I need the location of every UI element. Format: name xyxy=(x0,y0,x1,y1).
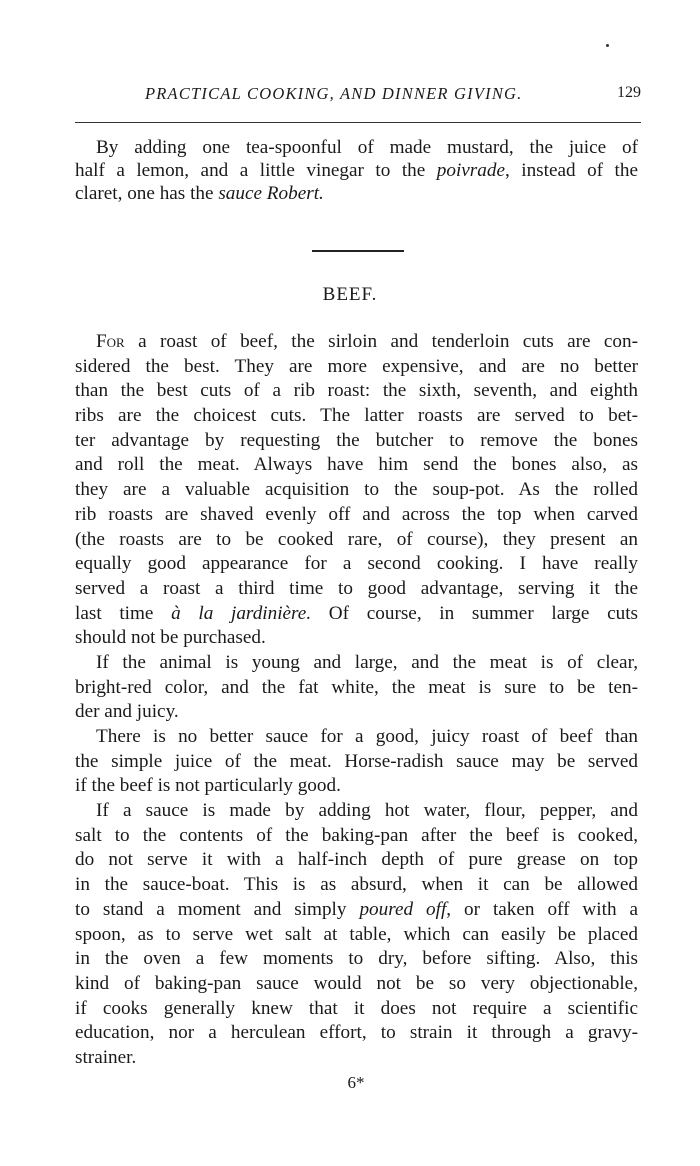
text-line xyxy=(75,330,638,355)
signature-mark: 6* xyxy=(347,1073,365,1092)
text-run: , instead of the xyxy=(504,160,638,182)
text-run: There is no better sauce for a good, juicy roast of beef than xyxy=(96,726,638,747)
text-run: in the sauce-boat. This is as absurd, when it can be allowed xyxy=(75,874,638,896)
scan-speck xyxy=(606,44,609,47)
header-rule xyxy=(75,122,641,123)
text-line xyxy=(75,824,638,849)
text-line xyxy=(75,700,638,725)
text-run: If the animal is young and large, and the meat is of clear, xyxy=(96,651,638,673)
section-divider xyxy=(312,250,404,252)
text-run: if the beef is not particularly good. xyxy=(75,775,341,797)
text-run: bright-red color, and the fat white, the meat is sure to be ten- xyxy=(75,676,638,698)
italic-text: à la jardinière. xyxy=(171,602,312,624)
text-run: , or taken off with a xyxy=(446,898,638,920)
text-run: kind of baking-pan sauce would not be so very objectionable, xyxy=(75,972,638,994)
italic-text: sauce Robert. xyxy=(218,183,324,205)
text-run: served a roast a third time to good advantage, serving it the xyxy=(75,577,638,599)
text-run: salt to the contents of the baking-pan after the beef is cooked, xyxy=(75,824,638,846)
text-line xyxy=(75,552,638,577)
body-text xyxy=(75,330,638,1071)
page-number: 129 xyxy=(617,84,641,101)
text-line xyxy=(75,1021,638,1046)
text-line xyxy=(75,602,638,627)
text-line xyxy=(75,159,638,182)
text-run: By adding one tea-spoonful of made mustard, the juice of xyxy=(96,137,638,158)
text-line xyxy=(75,503,638,528)
section-title: BEEF. xyxy=(322,284,378,305)
text-run: (the roasts are to be cooked rare, of course), they present an xyxy=(75,528,638,550)
text-run: do not serve it with a half-inch depth of pure grease on top xyxy=(75,849,638,871)
text-run: last time xyxy=(75,602,172,624)
text-line xyxy=(75,873,638,898)
text-run: claret, one has the xyxy=(75,183,219,205)
text-line xyxy=(75,923,638,948)
text-run: they are a valuable acquisition to the soup-pot. As the rolled xyxy=(75,479,638,501)
text-run: a roast of beef, the sirloin and tenderloin cuts are con- xyxy=(124,331,638,352)
text-line xyxy=(75,997,638,1022)
running-header xyxy=(75,84,641,108)
text-line xyxy=(75,136,638,159)
text-run: in the oven a few moments to dry, before sifting. Also, this xyxy=(75,948,638,970)
text-run: spoon, as to serve wet salt at table, which can easily be placed xyxy=(75,923,638,945)
text-line xyxy=(75,947,638,972)
text-line xyxy=(75,676,638,701)
text-line xyxy=(75,528,638,553)
text-run: if cooks generally knew that it does not require a scientific xyxy=(75,997,638,1019)
text-run: For xyxy=(96,331,125,352)
text-line xyxy=(75,651,638,676)
text-line xyxy=(75,577,638,602)
italic-text: poivrade xyxy=(436,160,505,182)
text-run: to stand a moment and simply xyxy=(75,898,360,920)
text-line xyxy=(75,898,638,923)
text-line xyxy=(75,182,638,205)
text-run: sidered the best. They are more expensive, and are no better xyxy=(75,355,638,377)
text-run: ribs are the choicest cuts. The latter roasts are served to bet- xyxy=(75,405,638,427)
running-title: PRACTICAL COOKING, AND DINNER GIVING. xyxy=(145,84,523,103)
text-line xyxy=(75,799,638,824)
text-line xyxy=(75,774,638,799)
text-run: education, nor a herculean effort, to strain it through a gravy- xyxy=(75,1022,638,1044)
text-line xyxy=(75,404,638,429)
text-run: than the best cuts of a rib roast: the sixth, seventh, and eighth xyxy=(75,380,638,402)
text-line xyxy=(75,750,638,775)
text-run: equally good appearance for a second cooking. I have really xyxy=(75,553,638,575)
text-run: rib roasts are shaved evenly off and across the top when carved xyxy=(75,503,638,525)
text-line xyxy=(75,1046,638,1071)
text-line xyxy=(75,478,638,503)
intro-paragraph xyxy=(75,136,638,206)
text-run: and roll the meat. Always have him send the bones also, as xyxy=(75,454,638,476)
text-line xyxy=(75,725,638,750)
text-run: If a sauce is made by adding hot water, flour, pepper, and xyxy=(96,800,638,822)
text-line xyxy=(75,848,638,873)
text-line xyxy=(75,626,638,651)
text-run: the simple juice of the meat. Horse-radish sauce may be served xyxy=(75,750,638,772)
text-run: should not be purchased. xyxy=(75,627,266,649)
text-run: Of course, in summer large cuts xyxy=(311,602,638,624)
text-line xyxy=(75,972,638,997)
text-run: ter advantage by requesting the butcher to remove the bones xyxy=(75,429,638,451)
text-run: half a lemon, and a little vinegar to the xyxy=(75,160,437,182)
text-run: der and juicy. xyxy=(75,701,179,723)
text-line xyxy=(75,453,638,478)
text-line xyxy=(75,429,638,454)
text-run: strainer. xyxy=(75,1046,137,1068)
text-line xyxy=(75,379,638,404)
italic-text: poured off xyxy=(359,898,447,920)
text-line xyxy=(75,355,638,380)
